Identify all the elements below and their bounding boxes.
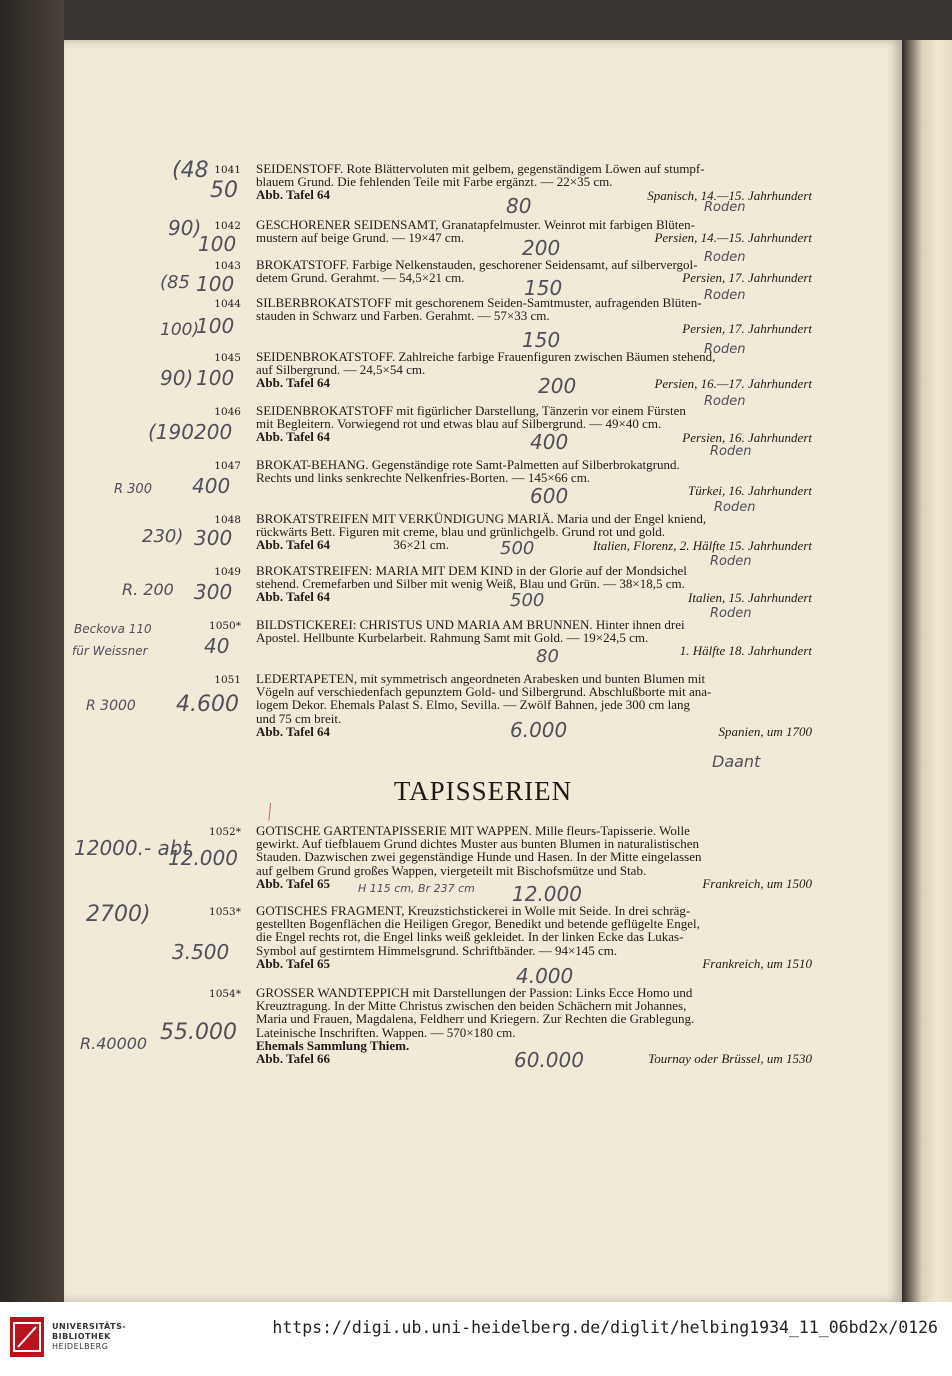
handwritten-price: 100 — [198, 232, 237, 256]
provenance: Tournay oder Brüssel, um 1530 — [648, 1051, 812, 1067]
handwritten-reserve: R 300 — [114, 482, 152, 497]
handwritten-result: 200 — [538, 374, 577, 398]
lot-number: 1049 — [214, 566, 241, 578]
plate-reference: Abb. Tafel 66 — [256, 1051, 331, 1067]
description-line: BROKAT-BEHANG. Gegenständige rote Samt-Palmetten auf Silberbrokatgrund. — [256, 457, 680, 472]
provenance: Frankreich, um 1500 — [702, 876, 812, 892]
library-logo-icon[interactable] — [10, 1317, 44, 1357]
handwritten-reserve: R 3000 — [86, 698, 136, 714]
plate-reference: Abb. Tafel 64 — [256, 187, 331, 203]
description-line: GOTISCHE GARTENTAPISSERIE MIT WAPPEN. Mille fleurs-Tapisserie. Wolle — [256, 823, 690, 838]
handwritten-price: 50 — [210, 178, 238, 203]
description-line: Maria und Frauen, Magdalena, Feldherr und Kriegern. Zur Rechten die Grablegung. — [256, 1011, 695, 1027]
handwritten-reserve: R. 200 — [122, 580, 174, 599]
handwritten-result: 80 — [506, 194, 532, 218]
description-line: SEIDENBROKATSTOFF mit figürlicher Darstellung, Tänzerin vor einem Fürsten — [256, 403, 686, 418]
description-line: die Engel rechts rot, die Engel links weiß gekleidet. In der linken Ecke das Lukas- — [256, 929, 684, 945]
description-line: GOTISCHES FRAGMENT, Kreuzstichstickerei in Wolle mit Seide. In drei schräg- — [256, 903, 691, 918]
description-line: Symbol auf gestirntem Himmelsgrund. Schriftbänder. — 94×145 cm. — [256, 942, 618, 958]
handwritten-price: 12.000 — [168, 846, 238, 870]
description-line: und 75 cm breit. — [256, 710, 342, 726]
provenance: Persien, 17. Jahrhundert — [682, 321, 812, 337]
catalog-page — [64, 40, 902, 1302]
description-line: BILDSTICKEREI: CHRISTUS UND MARIA AM BRUNNEN. Hinter ihnen drei — [256, 617, 685, 632]
lot-number: 1041 — [214, 164, 241, 176]
handwritten-buyer: Roden — [710, 444, 752, 459]
provenance: Persien, 16.—17. Jahrhundert — [654, 375, 812, 391]
description-line: stehend. Cremefarben und Silber mit wenig Weiß, Blau und Grün. — 38×18,5 cm. — [256, 576, 685, 592]
description-line: Lateinische Inschriften. Wappen. — 570×180 cm. — [256, 1024, 516, 1040]
lot-number: 1050* — [209, 620, 241, 632]
provenance: Türkei, 16. Jahrhundert — [688, 483, 812, 499]
handwritten-result: 4.000 — [516, 964, 574, 988]
handwritten-estimate: 100) — [160, 320, 200, 340]
description-line: Ehemals Sammlung Thiem. — [256, 1037, 410, 1053]
provenance: Persien, 17. Jahrhundert — [682, 270, 812, 286]
library-name-line: HEIDELBERG — [52, 1342, 109, 1351]
lot-number: 1046 — [214, 406, 241, 418]
provenance: Italien, Florenz, 2. Hälfte 15. Jahrhundert — [592, 537, 812, 553]
lot-number: 1048 — [214, 514, 241, 526]
handwritten-price: 300 — [194, 526, 233, 550]
lot-number: 1044 — [214, 298, 241, 310]
handwritten-estimate: 90) — [168, 216, 202, 240]
viewer-footer — [0, 1302, 952, 1376]
handwritten-buyer: Roden — [704, 394, 746, 409]
handwritten-price: 4.600 — [176, 692, 239, 717]
handwritten-result: 400 — [530, 430, 569, 454]
handwritten-result: 500 — [500, 538, 535, 559]
handwritten-estimate: 230) — [142, 526, 184, 547]
handwritten-price: 400 — [192, 474, 231, 498]
handwritten-price: 300 — [194, 580, 233, 604]
red-pencil-mark: ⟋ — [259, 800, 282, 825]
provenance: 1. Hälfte 18. Jahrhundert — [679, 643, 812, 659]
lot-number: 1053* — [209, 906, 241, 918]
handwritten-buyer: Daant — [712, 752, 761, 771]
lot-description — [256, 824, 812, 890]
handwritten-note: für Weissner — [72, 644, 148, 658]
description-line: detem Grund. Gerahmt. — 54,5×21 cm. — [256, 270, 465, 286]
plate-reference: Abb. Tafel 64 — [256, 429, 331, 445]
handwritten-estimate: 2700) — [86, 902, 151, 927]
handwritten-estimate: 12000.- abt — [74, 836, 191, 860]
handwritten-note: Beckova 110 — [74, 622, 152, 636]
lot-number: 1051 — [214, 674, 241, 686]
lot-description — [256, 618, 812, 658]
lot-number: 1042 — [214, 220, 241, 232]
handwritten-result: 200 — [522, 236, 561, 260]
permalink-url[interactable]: https://digi.ub.uni-heidelberg.de/diglit/helbing1934_11_06bd2x/0126 — [272, 1318, 938, 1337]
handwritten-reserve: R.40000 — [80, 1034, 148, 1053]
library-name — [52, 1322, 126, 1352]
description-line: auf gelbem Grund großes Wappen, viergeteilt mit Bischofsmütze und Stab. — [256, 862, 647, 878]
description-line: auf Silbergrund. — 24,5×54 cm. — [256, 362, 426, 378]
lot-description — [256, 904, 812, 970]
handwritten-buyer: Roden — [704, 342, 746, 357]
description-line: SEIDENBROKATSTOFF. Zahlreiche farbige Frauenfiguren zwischen Bäumen stehend, — [256, 349, 716, 364]
lot-description — [256, 162, 812, 202]
handwritten-result: 150 — [524, 276, 563, 300]
description-line: mustern auf beige Grund. — 19×47 cm. — [256, 230, 465, 246]
handwritten-result: 150 — [522, 328, 561, 352]
description-line: logem Dekor. Ehemals Palast S. Elmo, Sevilla. — Zwölf Bahnen, jede 300 cm lang — [256, 697, 690, 713]
lot-number: 1054* — [209, 988, 241, 1000]
provenance: Persien, 14.—15. Jahrhundert — [654, 230, 812, 246]
provenance: Persien, 16. Jahrhundert — [682, 429, 812, 445]
description-line: Kreuztragung. In der Mitte Christus zwischen den beiden Schächern mit Johannes, — [256, 998, 687, 1014]
description-line: BROKATSTREIFEN MIT VERKÜNDIGUNG MARIÄ. Maria und der Engel kniend, — [256, 511, 707, 526]
handwritten-result: 500 — [510, 590, 545, 611]
handwritten-estimate: (85 — [160, 272, 190, 293]
handwritten-price: 3.500 — [172, 940, 230, 964]
description-line: LEDERTAPETEN, mit symmetrisch angeordneten Arabesken und bunten Blumen mit — [256, 671, 706, 686]
handwritten-buyer: Roden — [710, 554, 752, 569]
provenance: Frankreich, um 1510 — [702, 956, 812, 972]
description-line: GROSSER WANDTEPPICH mit Darstellungen der Passion: Links Ecce Homo und — [256, 985, 693, 1000]
description-line: Vögeln auf verschiedenfach gepunztem Gold- und Silbergrund. Abschlußborte mit ana- — [256, 684, 712, 700]
handwritten-buyer: Roden — [714, 500, 756, 515]
handwritten-price: 200 — [194, 420, 233, 444]
description-line: gestellten Bogenflächen die Heiligen Gregor, Benedikt und betende geflügelte Engel, — [256, 916, 700, 932]
handwritten-estimate: (48 — [172, 158, 209, 183]
description-line: BROKATSTOFF. Farbige Nelkenstauden, geschorener Seidensamt, auf silbervergol- — [256, 257, 698, 272]
description-line: rückwärts Bett. Figuren mit creme, blau und grünlichgelb. Grund rot und gold. — [256, 524, 666, 540]
description-line: BROKATSTREIFEN: MARIA MIT DEM KIND in der Glorie auf der Mondsichel — [256, 563, 687, 578]
dimensions: 36×21 cm. — [393, 537, 450, 553]
plate-reference: Abb. Tafel 65 — [256, 875, 331, 891]
lot-number: 1052* — [209, 826, 241, 838]
handwritten-estimate: 90) — [160, 366, 194, 390]
handwritten-price: 55.000 — [160, 1020, 237, 1045]
handwritten-price: 40 — [204, 634, 230, 658]
handwritten-result: 60.000 — [514, 1048, 584, 1072]
handwritten-buyer: Roden — [704, 250, 746, 265]
plate-reference: Abb. Tafel 64 — [256, 589, 331, 605]
handwritten-estimate: (190 — [148, 420, 194, 444]
lot-number: 1045 — [214, 352, 241, 364]
handwritten-price: 100 — [196, 272, 235, 296]
plate-reference: Abb. Tafel 65 — [256, 955, 331, 971]
plate-reference: Abb. Tafel 64 — [256, 723, 331, 739]
lot-number: 1043 — [214, 260, 241, 272]
handwritten-buyer: Roden — [704, 288, 746, 303]
library-name-line: UNIVERSITÄTS- — [52, 1322, 127, 1331]
handwritten-buyer: Roden — [704, 200, 746, 215]
handwritten-result: 6.000 — [510, 718, 568, 742]
handwritten-result: 600 — [530, 484, 569, 508]
provenance: Spanisch, 14.—15. Jahrhundert — [647, 187, 812, 203]
description-line: Rechts und links senkrechte Nelkenfries-Borten. — 145×66 cm. — [256, 470, 591, 486]
library-name-line: BIBLIOTHEK — [52, 1332, 111, 1341]
lot-number: 1047 — [214, 460, 241, 472]
description-line: gewirkt. Auf tiefblauem Grund dichtes Muster aus bunten Blumen in naturalistischen — [256, 836, 699, 852]
description-line: SILBERBROKATSTOFF mit geschorenem Seiden-Samtmuster, aufragenden Blüten- — [256, 295, 702, 310]
handwritten-dimensions: H 115 cm, Br 237 cm — [358, 882, 475, 895]
handwritten-buyer: Roden — [710, 606, 752, 621]
provenance: Spanien, um 1700 — [718, 724, 812, 740]
description-line: GESCHORENER SEIDENSAMT, Granatapfelmuster. Weinrot mit farbigen Blüten- — [256, 217, 695, 232]
provenance: Italien, 15. Jahrhundert — [688, 589, 812, 605]
handwritten-result: 80 — [536, 646, 559, 667]
description-line: stauden in Schwarz und Farben. Gerahmt. — 57×33 cm. — [256, 308, 550, 324]
description-line: Apostel. Hellbunte Kurbelarbeit. Rahmung Samt mit Gold. — 19×24,5 cm. — [256, 630, 649, 646]
section-title: TAPISSERIEN — [393, 776, 573, 806]
description-line: Stauden. Dazwischen zwei gegenständige Hunde und Hasen. In der Mitte eingelassen — [256, 849, 702, 865]
description-line: SEIDENSTOFF. Rote Blättervoluten mit gelbem, gegenständigem Löwen auf stumpf- — [256, 161, 705, 176]
description-line: blauem Grund. Die fehlenden Teile mit Farbe ergänzt. — 22×35 cm. — [256, 174, 613, 190]
handwritten-result: 12.000 — [512, 882, 582, 906]
book-spine — [0, 0, 64, 1310]
facing-page-edge — [902, 40, 952, 1302]
handwritten-price: 100 — [196, 366, 235, 390]
handwritten-price: 100 — [196, 314, 235, 338]
plate-reference: Abb. Tafel 64 — [256, 375, 331, 391]
description-line: mit Begleitern. Vorwiegend rot und etwas blau auf Silbergrund. — 49×40 cm. — [256, 416, 662, 432]
plate-reference: Abb. Tafel 64 — [256, 537, 331, 553]
